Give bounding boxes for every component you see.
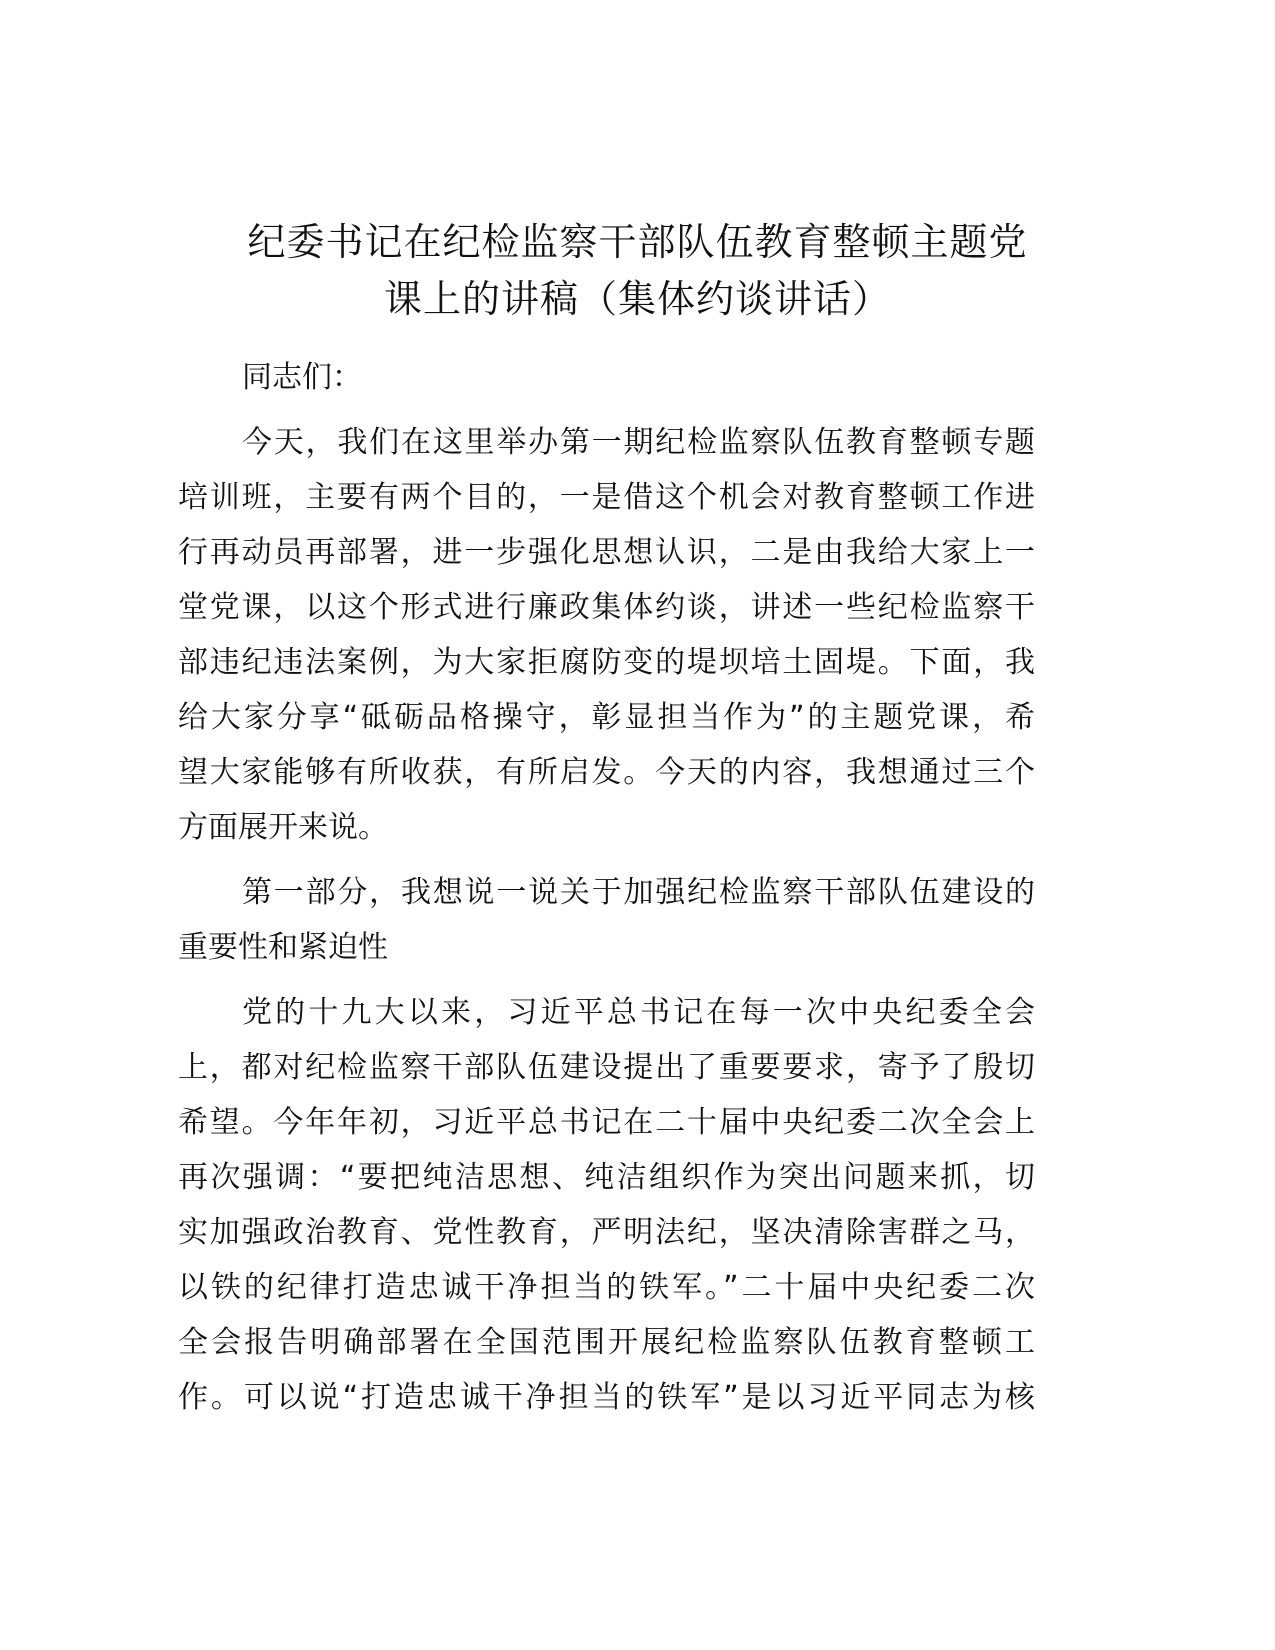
- document-body: [178, 350, 1035, 1435]
- text-line: 实加强政治教育、党性教育，严明法纪，坚决清除害群之马，: [178, 1215, 1035, 1250]
- text-line: 今天，我们在这里举办第一期纪检监察队伍教育整顿专题: [242, 425, 1035, 460]
- text-line: 部违纪违法案例，为大家拒腐防变的堤坝培土固堤。下面，我: [178, 645, 1035, 680]
- text-line: 同志们：: [242, 360, 362, 395]
- text-line: 希望。今年年初，习近平总书记在二十届中央纪委二次全会上: [178, 1105, 1035, 1140]
- text-line: 全会报告明确部署在全国范围开展纪检监察队伍教育整顿工: [178, 1325, 1035, 1360]
- text-line: 党的十九大以来，习近平总书记在每一次中央纪委全会: [242, 995, 1035, 1030]
- text-line: 堂党课，以这个形式进行廉政集体约谈，讲述一些纪检监察干: [178, 590, 1035, 625]
- paragraph: [178, 415, 1035, 855]
- text-line: 望大家能够有所收获，有所启发。今天的内容，我想通过三个: [178, 755, 1035, 790]
- document-title: [0, 214, 1275, 328]
- text-line: 重要性和紧迫性: [178, 930, 388, 965]
- text-line: 行再动员再部署，进一步强化思想认识，二是由我给大家上一: [178, 535, 1035, 570]
- title-line: 纪委书记在纪检监察干部队伍教育整顿主题党: [247, 220, 1028, 264]
- text-line: 第一部分，我想说一说关于加强纪检监察干部队伍建设的: [242, 875, 1035, 910]
- text-line: 方面展开来说。: [178, 810, 388, 845]
- paragraph: [178, 865, 1035, 975]
- paragraph: [178, 985, 1035, 1425]
- text-line: 培训班，主要有两个目的，一是借这个机会对教育整顿工作进: [178, 480, 1035, 515]
- text-line: 以铁的纪律打造忠诚干净担当的铁军。”二十届中央纪委二次: [178, 1270, 1035, 1305]
- text-line: 上，都对纪检监察干部队伍建设提出了重要要求，寄予了殷切: [178, 1050, 1035, 1085]
- text-line: 再次强调：“要把纯洁思想、纯洁组织作为突出问题来抓，切: [178, 1160, 1035, 1195]
- text-line: 给大家分享“砥砺品格操守，彰显担当作为”的主题党课，希: [178, 700, 1035, 735]
- text-line: 作。可以说“打造忠诚干净担当的铁军”是以习近平同志为核: [178, 1380, 1035, 1415]
- title-line: 课上的讲稿（集体约谈讲话）: [383, 277, 891, 321]
- paragraph: [178, 350, 1035, 405]
